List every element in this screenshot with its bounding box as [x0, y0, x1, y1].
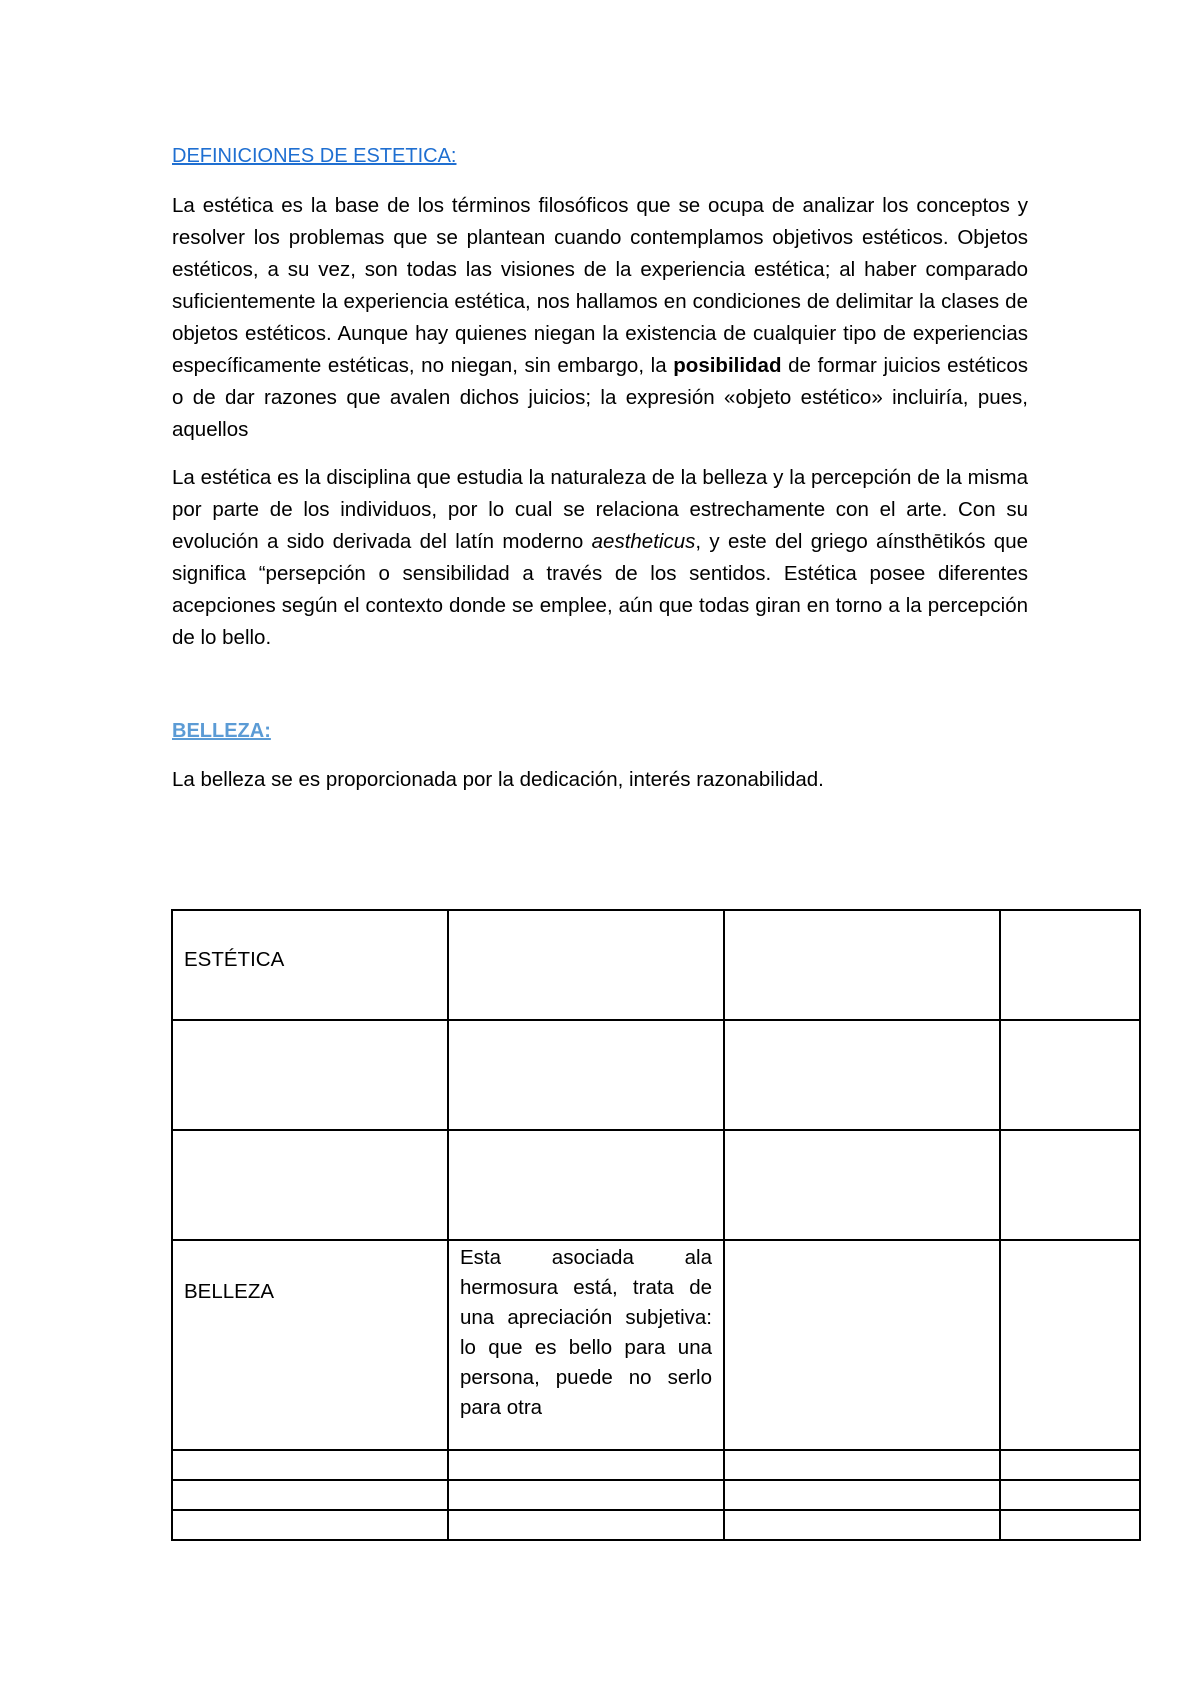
paragraph-definicion-2: La estética es la disciplina que estudia la naturaleza de la belleza y la percepción de la misma por parte de los individuos, por lo cual se relaciona estrechamente con el arte. Con su evolución a sido derivada del latín moderno aestheticus, y este del griego aínsthētikós que significa “persepción o sensibilidad a través de los sentidos. Estética posee diferentes acepciones según el contexto donde se emplee, aún que todas giran en torno a la percepción de lo bello. — [172, 466, 1028, 649]
table-cell — [172, 1480, 448, 1510]
italic-word: aestheticus — [591, 530, 696, 553]
row-label-belleza: BELLEZA — [184, 1280, 275, 1303]
table-cell — [172, 1450, 448, 1480]
table-cell — [448, 1480, 724, 1510]
belleza-description: Esta asociada ala hermosura está, trata de una apreciación subjetiva: lo que es bello para una persona, puede no serlo para otra — [460, 1246, 712, 1419]
table-cell — [1000, 1240, 1140, 1450]
table-row — [172, 1450, 1140, 1480]
concepts-table — [171, 909, 1141, 1541]
table-cell — [1000, 1450, 1140, 1480]
paragraph-definicion-1: La estética es la base de los términos filosóficos que se ocupa de analizar los conceptos y resolver los problemas que se plantean cuando contemplamos objetivos estéticos. Objetos estéticos, a su vez, son todas las visiones de la experiencia estética; al haber comparado suficientemente la experiencia estética, nos hallamos en condiciones de delimitar la clases de objetos estéticos. Aunque hay quienes niegan la existencia de cualquier tipo de experiencias específicamente estéticas, no niegan, sin embargo, la posibilidad de formar juicios estéticos o de dar razones que avalen dichos juicios; la expresión «objeto estético» incluiría, pues, aquellos — [172, 194, 1028, 441]
table-cell — [172, 910, 448, 1020]
table-row — [172, 1020, 1140, 1130]
table-row — [172, 1130, 1140, 1240]
bold-word: posibilidad — [673, 354, 782, 377]
table-cell — [448, 1450, 724, 1480]
table-cell — [724, 1020, 1000, 1130]
table-cell — [1000, 1020, 1140, 1130]
row-label-estetica: ESTÉTICA — [184, 948, 285, 971]
heading-definiciones: DEFINICIONES DE ESTETICA: — [172, 145, 457, 167]
table-cell — [724, 1450, 1000, 1480]
table-cell — [448, 910, 724, 1020]
paragraph-belleza: La belleza se es proporcionada por la dedicación, interés razonabilidad. — [172, 768, 824, 791]
table-row — [172, 1480, 1140, 1510]
table-cell — [172, 1240, 448, 1450]
table-row — [172, 1510, 1140, 1540]
table-cell — [724, 1130, 1000, 1240]
table-cell — [448, 1240, 724, 1450]
table-cell — [724, 1240, 1000, 1450]
table-cell — [448, 1510, 724, 1540]
table-cell — [172, 1020, 448, 1130]
table-cell — [1000, 910, 1140, 1020]
table-cell — [724, 1480, 1000, 1510]
table-cell — [724, 910, 1000, 1020]
table-cell — [172, 1130, 448, 1240]
table-row — [172, 1240, 1140, 1450]
table-cell — [1000, 1510, 1140, 1540]
table-cell — [1000, 1130, 1140, 1240]
table-cell — [172, 1510, 448, 1540]
table-cell — [724, 1510, 1000, 1540]
table-cell — [448, 1020, 724, 1130]
table-row — [172, 910, 1140, 1020]
table-cell — [1000, 1480, 1140, 1510]
heading-belleza: BELLEZA: — [172, 720, 271, 742]
table-cell — [448, 1130, 724, 1240]
